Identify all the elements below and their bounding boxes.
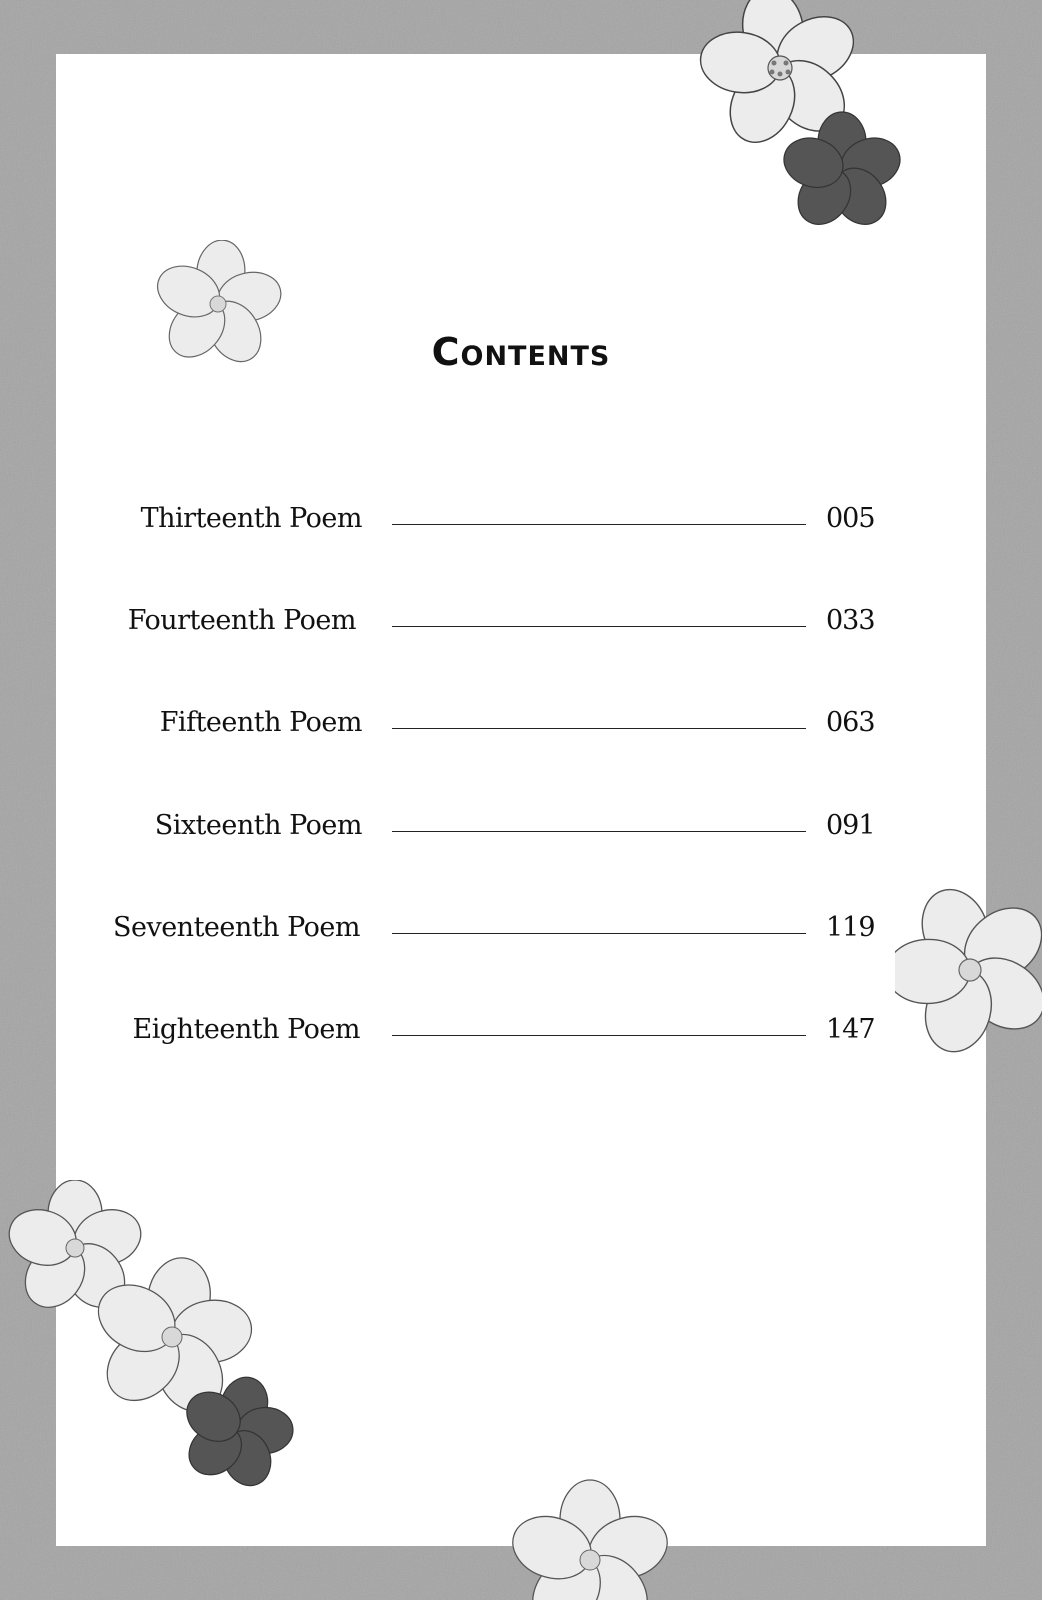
toc-entry[interactable] xyxy=(0,707,1042,751)
toc-page-number: 033 xyxy=(826,605,875,636)
toc-leader-line xyxy=(392,728,806,729)
toc-page-number: 147 xyxy=(826,1014,875,1045)
toc-entry-title: Seventeenth Poem xyxy=(112,912,360,943)
toc-entry-title: Fourteenth Poem xyxy=(127,605,356,636)
toc-entry[interactable] xyxy=(0,605,1042,649)
toc-leader-line xyxy=(392,626,806,627)
toc-entry[interactable] xyxy=(0,810,1042,854)
toc-entry[interactable] xyxy=(0,503,1042,547)
toc-entry-title: Thirteenth Poem xyxy=(140,503,362,534)
toc-entry-title: Sixteenth Poem xyxy=(154,810,362,841)
toc-entry[interactable] xyxy=(0,1014,1042,1058)
toc-page-number: 005 xyxy=(826,503,875,534)
toc-entry[interactable] xyxy=(0,912,1042,956)
toc-leader-line xyxy=(392,524,806,525)
toc-page-number: 119 xyxy=(826,912,875,943)
toc-leader-line xyxy=(392,1035,806,1036)
toc-leader-line xyxy=(392,933,806,934)
toc-page-number: 091 xyxy=(826,810,875,841)
flower-icon xyxy=(782,110,902,235)
flower-icon xyxy=(180,1372,295,1492)
toc-page-number: 063 xyxy=(826,707,875,738)
toc-leader-line xyxy=(392,831,806,832)
flower-icon xyxy=(505,1460,675,1600)
toc-entry-title: Fifteenth Poem xyxy=(159,707,362,738)
toc-entry-title: Eighteenth Poem xyxy=(132,1014,360,1045)
page-title: Contents xyxy=(431,330,611,374)
